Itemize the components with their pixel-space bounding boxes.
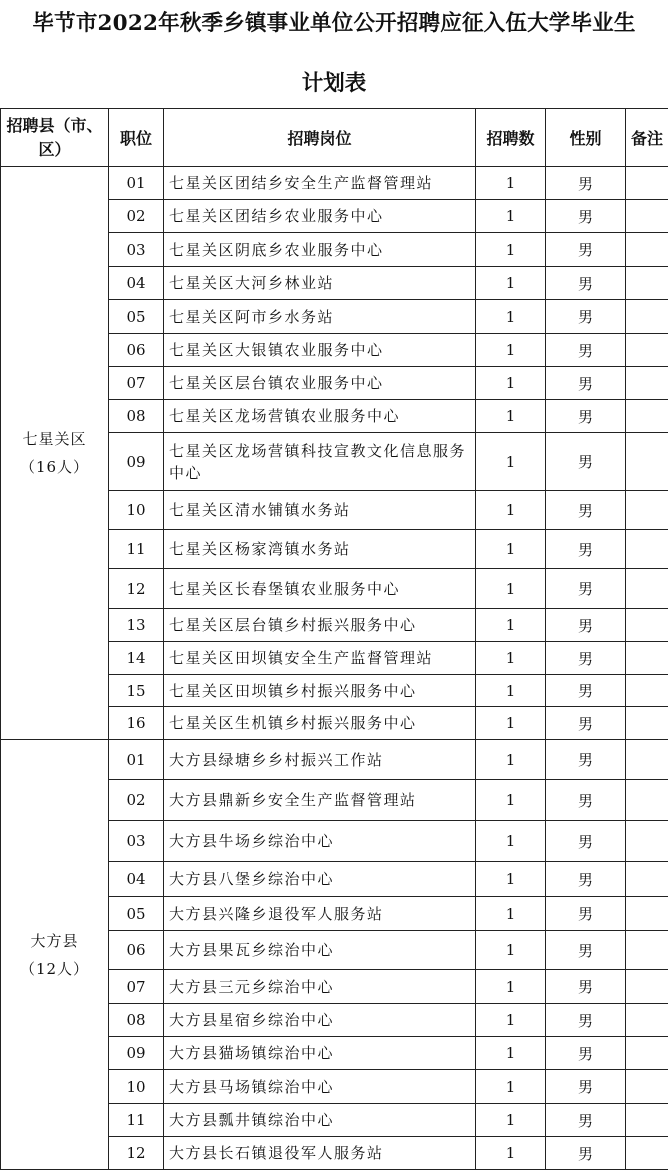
count-cell: 1	[476, 642, 546, 675]
remark-cell	[626, 609, 668, 642]
gender-cell: 男	[546, 642, 626, 675]
gender-cell: 男	[546, 675, 626, 707]
remark-cell	[626, 970, 668, 1004]
remark-cell	[626, 642, 668, 675]
count-cell: 1	[476, 609, 546, 642]
post-name-cell: 七星关区清水铺镇水务站	[164, 491, 476, 530]
remark-cell	[626, 200, 668, 233]
position-code-cell: 02	[109, 780, 164, 821]
count-cell: 1	[476, 433, 546, 491]
position-code-cell: 07	[109, 367, 164, 400]
gender-cell: 男	[546, 530, 626, 569]
post-name-cell: 七星关区阿市乡水务站	[164, 300, 476, 334]
post-name-cell: 大方县果瓦乡综治中心	[164, 931, 476, 970]
county-total: （16人）	[19, 458, 90, 476]
count-cell: 1	[476, 675, 546, 707]
position-code-cell: 12	[109, 1137, 164, 1170]
count-cell: 1	[476, 1037, 546, 1070]
position-code-cell: 14	[109, 642, 164, 675]
position-code-cell: 02	[109, 200, 164, 233]
count-cell: 1	[476, 167, 546, 200]
position-code-cell: 11	[109, 1104, 164, 1137]
count-cell: 1	[476, 740, 546, 780]
header-position: 职位	[109, 109, 164, 167]
count-cell: 1	[476, 897, 546, 931]
gender-cell: 男	[546, 740, 626, 780]
position-code-cell: 05	[109, 300, 164, 334]
county-cell	[1, 167, 109, 740]
count-cell: 1	[476, 862, 546, 897]
post-name-cell: 七星关区龙场营镇科技宣教文化信息服务中心	[164, 433, 476, 491]
header-county: 招聘县（市、区）	[1, 109, 109, 167]
remark-cell	[626, 267, 668, 300]
remark-cell	[626, 530, 668, 569]
header-post: 招聘岗位	[164, 109, 476, 167]
count-cell: 1	[476, 491, 546, 530]
count-cell: 1	[476, 707, 546, 740]
gender-cell: 男	[546, 1004, 626, 1037]
position-code-cell: 06	[109, 931, 164, 970]
remark-cell	[626, 862, 668, 897]
gender-cell: 男	[546, 569, 626, 609]
gender-cell: 男	[546, 300, 626, 334]
post-name-cell: 大方县三元乡综治中心	[164, 970, 476, 1004]
county-name: 大方县	[30, 931, 79, 950]
table-row	[1, 167, 668, 200]
position-code-cell: 01	[109, 167, 164, 200]
gender-cell: 男	[546, 233, 626, 267]
count-cell: 1	[476, 334, 546, 367]
gender-cell: 男	[546, 167, 626, 200]
position-code-cell: 09	[109, 1037, 164, 1070]
post-name-cell: 大方县瓢井镇综治中心	[164, 1104, 476, 1137]
count-cell: 1	[476, 233, 546, 267]
remark-cell	[626, 569, 668, 609]
document-title	[0, 0, 668, 108]
remark-cell	[626, 675, 668, 707]
post-name-cell: 七星关区田坝镇乡村振兴服务中心	[164, 675, 476, 707]
count-cell: 1	[476, 300, 546, 334]
remark-cell	[626, 897, 668, 931]
position-code-cell: 16	[109, 707, 164, 740]
gender-cell: 男	[546, 400, 626, 433]
gender-cell: 男	[546, 267, 626, 300]
position-code-cell: 15	[109, 675, 164, 707]
remark-cell	[626, 931, 668, 970]
remark-cell	[626, 400, 668, 433]
post-name-cell: 大方县星宿乡综治中心	[164, 1004, 476, 1037]
header-remark: 备注	[626, 109, 668, 167]
remark-cell	[626, 167, 668, 200]
remark-cell	[626, 707, 668, 740]
post-name-cell: 七星关区团结乡安全生产监督管理站	[164, 167, 476, 200]
remark-cell	[626, 300, 668, 334]
gender-cell: 男	[546, 931, 626, 970]
count-cell: 1	[476, 821, 546, 862]
header-gender: 性别	[546, 109, 626, 167]
post-name-cell: 大方县八堡乡综治中心	[164, 862, 476, 897]
remark-cell	[626, 367, 668, 400]
gender-cell: 男	[546, 1070, 626, 1104]
position-code-cell: 04	[109, 267, 164, 300]
county-cell	[1, 740, 109, 1170]
remark-cell	[626, 1037, 668, 1070]
table-body	[1, 167, 668, 1170]
count-cell: 1	[476, 367, 546, 400]
position-code-cell: 12	[109, 569, 164, 609]
post-name-cell: 七星关区龙场营镇农业服务中心	[164, 400, 476, 433]
remark-cell	[626, 821, 668, 862]
position-code-cell: 08	[109, 400, 164, 433]
position-code-cell: 04	[109, 862, 164, 897]
position-code-cell: 01	[109, 740, 164, 780]
position-code-cell: 07	[109, 970, 164, 1004]
position-code-cell: 10	[109, 1070, 164, 1104]
position-code-cell: 08	[109, 1004, 164, 1037]
post-name-cell: 大方县牛场乡综治中心	[164, 821, 476, 862]
post-name-cell: 大方县绿塘乡乡村振兴工作站	[164, 740, 476, 780]
post-name-cell: 七星关区阴底乡农业服务中心	[164, 233, 476, 267]
count-cell: 1	[476, 931, 546, 970]
count-cell: 1	[476, 970, 546, 1004]
post-name-cell: 大方县鼎新乡安全生产监督管理站	[164, 780, 476, 821]
count-cell: 1	[476, 1070, 546, 1104]
gender-cell: 男	[546, 780, 626, 821]
remark-cell	[626, 1070, 668, 1104]
post-name-cell: 七星关区杨家湾镇水务站	[164, 530, 476, 569]
post-name-cell: 七星关区长春堡镇农业服务中心	[164, 569, 476, 609]
gender-cell: 男	[546, 1104, 626, 1137]
gender-cell: 男	[546, 1037, 626, 1070]
title-line-2: 计划表	[301, 71, 367, 96]
count-cell: 1	[476, 400, 546, 433]
count-cell: 1	[476, 1004, 546, 1037]
post-name-cell: 七星关区大银镇农业服务中心	[164, 334, 476, 367]
gender-cell: 男	[546, 609, 626, 642]
gender-cell: 男	[546, 707, 626, 740]
post-name-cell: 大方县马场镇综治中心	[164, 1070, 476, 1104]
count-cell: 1	[476, 530, 546, 569]
position-code-cell: 05	[109, 897, 164, 931]
post-name-cell: 七星关区生机镇乡村振兴服务中心	[164, 707, 476, 740]
gender-cell: 男	[546, 1137, 626, 1170]
gender-cell: 男	[546, 491, 626, 530]
remark-cell	[626, 233, 668, 267]
remark-cell	[626, 780, 668, 821]
remark-cell	[626, 491, 668, 530]
title-line-1: 毕节市2022年秋季乡镇事业单位公开招聘应征入伍大学毕业生	[32, 11, 636, 36]
position-code-cell: 03	[109, 821, 164, 862]
position-code-cell: 09	[109, 433, 164, 491]
count-cell: 1	[476, 780, 546, 821]
position-code-cell: 13	[109, 609, 164, 642]
gender-cell: 男	[546, 862, 626, 897]
remark-cell	[626, 334, 668, 367]
gender-cell: 男	[546, 433, 626, 491]
count-cell: 1	[476, 200, 546, 233]
count-cell: 1	[476, 267, 546, 300]
remark-cell	[626, 1104, 668, 1137]
position-code-cell: 11	[109, 530, 164, 569]
table-row	[1, 740, 668, 780]
gender-cell: 男	[546, 200, 626, 233]
post-name-cell: 大方县兴隆乡退役军人服务站	[164, 897, 476, 931]
gender-cell: 男	[546, 897, 626, 931]
count-cell: 1	[476, 1137, 546, 1170]
post-name-cell: 七星关区层台镇农业服务中心	[164, 367, 476, 400]
position-code-cell: 06	[109, 334, 164, 367]
county-name: 七星关区	[22, 430, 87, 448]
remark-cell	[626, 1004, 668, 1037]
post-name-cell: 大方县猫场镇综治中心	[164, 1037, 476, 1070]
post-name-cell: 七星关区层台镇乡村振兴服务中心	[164, 609, 476, 642]
header-count: 招聘数	[476, 109, 546, 167]
county-total: （12人）	[19, 959, 90, 978]
post-name-cell: 七星关区大河乡林业站	[164, 267, 476, 300]
post-name-cell: 大方县长石镇退役军人服务站	[164, 1137, 476, 1170]
remark-cell	[626, 433, 668, 491]
position-code-cell: 03	[109, 233, 164, 267]
count-cell: 1	[476, 569, 546, 609]
post-name-cell: 七星关区田坝镇安全生产监督管理站	[164, 642, 476, 675]
gender-cell: 男	[546, 970, 626, 1004]
gender-cell: 男	[546, 334, 626, 367]
post-name-cell: 七星关区团结乡农业服务中心	[164, 200, 476, 233]
table-header-row	[1, 109, 668, 167]
gender-cell: 男	[546, 367, 626, 400]
position-code-cell: 10	[109, 491, 164, 530]
gender-cell: 男	[546, 821, 626, 862]
recruitment-table	[0, 108, 668, 1170]
remark-cell	[626, 740, 668, 780]
count-cell: 1	[476, 1104, 546, 1137]
remark-cell	[626, 1137, 668, 1170]
